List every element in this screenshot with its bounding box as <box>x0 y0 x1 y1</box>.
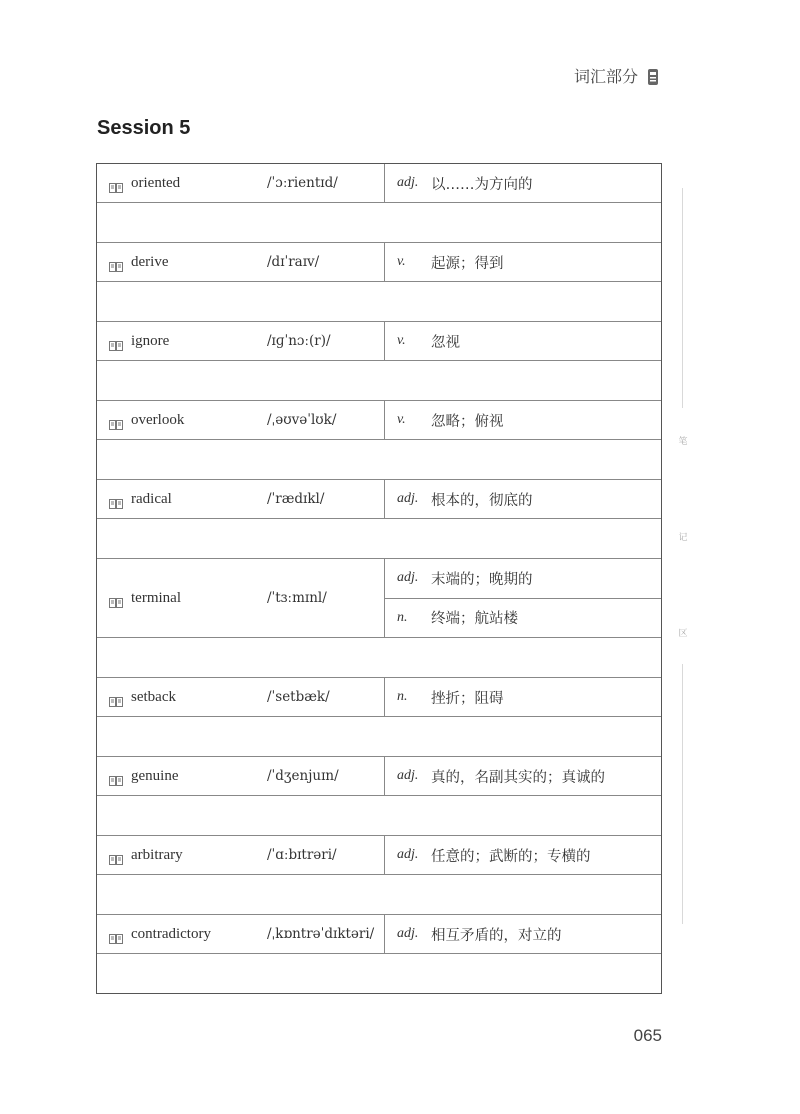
senses-cell <box>385 559 661 637</box>
vocab-entry <box>97 678 661 757</box>
vocab-entry <box>97 480 661 559</box>
open-book-icon <box>109 415 123 425</box>
open-book-icon <box>109 929 123 939</box>
part-of-speech: n. <box>397 689 408 704</box>
vocab-entry <box>97 559 661 678</box>
chinese-meaning: 忽略；俯视 <box>431 413 504 430</box>
vocab-row <box>97 401 661 440</box>
vocab-word: ignore <box>131 332 170 349</box>
phonetic-transcription: /ˈɑːbɪtrəri/ <box>267 847 337 863</box>
open-book-icon <box>109 692 123 702</box>
sense-row <box>385 598 661 638</box>
chinese-meaning: 起源；得到 <box>431 255 504 272</box>
phonetic-transcription: /ˈtɜːmɪnl/ <box>267 590 327 606</box>
senses-cell <box>385 836 661 874</box>
vocab-row <box>97 757 661 796</box>
part-of-speech: n. <box>397 609 408 625</box>
part-of-speech: v. <box>397 254 406 269</box>
word-cell <box>97 164 385 202</box>
word-cell <box>97 243 385 281</box>
word-cell <box>97 480 385 518</box>
vocab-row <box>97 559 661 638</box>
sense-row <box>385 322 661 360</box>
vocab-word: arbitrary <box>131 846 183 863</box>
vocab-word: genuine <box>131 767 179 784</box>
phonetic-transcription: /dɪˈraɪv/ <box>267 254 320 270</box>
vocab-word: overlook <box>131 411 185 428</box>
vocab-row <box>97 915 661 954</box>
open-book-icon <box>109 257 123 267</box>
chinese-meaning: 忽视 <box>431 334 460 351</box>
vocab-word: oriented <box>131 174 181 191</box>
open-book-icon <box>109 771 123 781</box>
senses-cell <box>385 164 661 202</box>
sense-row <box>385 678 661 716</box>
part-of-speech: v. <box>397 333 406 348</box>
blank-note-row <box>97 717 661 756</box>
senses-cell <box>385 322 661 360</box>
open-book-icon <box>109 178 123 188</box>
senses-cell <box>385 480 661 518</box>
phonetic-transcription: /ˈdʒenjuɪn/ <box>267 768 339 784</box>
phonetic-transcription: /ˈɔːrientɪd/ <box>267 175 338 191</box>
sense-row <box>385 480 661 518</box>
part-of-speech: adj. <box>397 175 419 190</box>
blank-note-row <box>97 638 661 677</box>
page-number: 065 <box>633 1026 662 1045</box>
word-cell <box>97 915 385 953</box>
word-cell <box>97 757 385 795</box>
chinese-meaning: 末端的；晚期的 <box>431 571 533 588</box>
sense-row <box>385 243 661 281</box>
blank-note-row <box>97 203 661 242</box>
word-cell <box>97 401 385 439</box>
notes-label-char: 记 <box>678 533 688 543</box>
open-book-icon <box>109 494 123 504</box>
notes-divider-line <box>682 664 683 924</box>
sense-row <box>385 836 661 874</box>
vocab-entry <box>97 164 661 243</box>
session-title: Session 5 <box>97 117 191 139</box>
chinese-meaning: 任意的；武断的；专横的 <box>431 848 591 865</box>
notes-divider-line <box>682 188 683 408</box>
chinese-meaning: 相互矛盾的，对立的 <box>431 927 562 944</box>
vocab-row <box>97 678 661 717</box>
vocab-entry <box>97 401 661 480</box>
phonetic-transcription: /ˌkɒntrəˈdɪktəri/ <box>267 926 375 942</box>
word-cell <box>97 678 385 716</box>
blank-note-row <box>97 519 661 558</box>
open-book-icon <box>109 593 123 603</box>
word-cell <box>97 836 385 874</box>
vocab-entry <box>97 915 661 993</box>
blank-note-row <box>97 954 661 993</box>
vocab-word: radical <box>131 490 172 507</box>
blank-note-row <box>97 875 661 914</box>
phonetic-transcription: /ˌəʊvəˈlʊk/ <box>267 412 337 428</box>
vocab-word: derive <box>131 253 169 270</box>
blank-note-row <box>97 282 661 321</box>
phonetic-transcription: /ɪɡˈnɔː(r)/ <box>267 333 331 349</box>
open-book-icon <box>109 336 123 346</box>
vocab-entry <box>97 836 661 915</box>
vocabulary-table <box>96 163 662 994</box>
sense-row <box>385 757 661 795</box>
vocab-entry <box>97 757 661 836</box>
part-of-speech: adj. <box>397 768 419 783</box>
blank-note-row <box>97 796 661 835</box>
sense-row <box>385 559 661 598</box>
part-of-speech: adj. <box>397 570 419 586</box>
vocab-row <box>97 322 661 361</box>
sense-row <box>385 401 661 439</box>
section-header-title: 词汇部分 <box>573 67 638 86</box>
senses-cell <box>385 678 661 716</box>
notes-label-char: 区 <box>678 629 688 639</box>
word-cell <box>97 322 385 360</box>
notes-label-char: 笔 <box>678 437 688 447</box>
blank-note-row <box>97 361 661 400</box>
chinese-meaning: 挫折；阻碍 <box>431 690 504 707</box>
vocab-word: terminal <box>131 589 181 606</box>
open-book-icon <box>109 850 123 860</box>
vocab-entry <box>97 322 661 401</box>
vocab-word: setback <box>131 688 176 705</box>
part-of-speech: adj. <box>397 847 419 862</box>
vocab-word: contradictory <box>131 925 211 942</box>
senses-cell <box>385 757 661 795</box>
book-stack-icon <box>646 68 660 86</box>
blank-note-row <box>97 440 661 479</box>
phonetic-transcription: /ˈsetbæk/ <box>267 689 330 705</box>
part-of-speech: v. <box>397 412 406 427</box>
chinese-meaning: 以……为方向的 <box>431 176 533 193</box>
vocab-row <box>97 164 661 203</box>
vocab-row <box>97 480 661 519</box>
vocab-row <box>97 836 661 875</box>
sense-row <box>385 915 661 953</box>
senses-cell <box>385 401 661 439</box>
senses-cell <box>385 243 661 281</box>
word-cell <box>97 559 385 637</box>
part-of-speech: adj. <box>397 926 419 941</box>
vocab-entry <box>97 243 661 322</box>
chinese-meaning: 根本的，彻底的 <box>431 492 533 509</box>
phonetic-transcription: /ˈrædɪkl/ <box>267 491 325 507</box>
vocab-row <box>97 243 661 282</box>
sense-row <box>385 164 661 202</box>
chinese-meaning: 真的，名副其实的；真诚的 <box>431 769 605 786</box>
part-of-speech: adj. <box>397 491 419 506</box>
senses-cell <box>385 915 661 953</box>
chinese-meaning: 终端；航站楼 <box>431 611 518 628</box>
